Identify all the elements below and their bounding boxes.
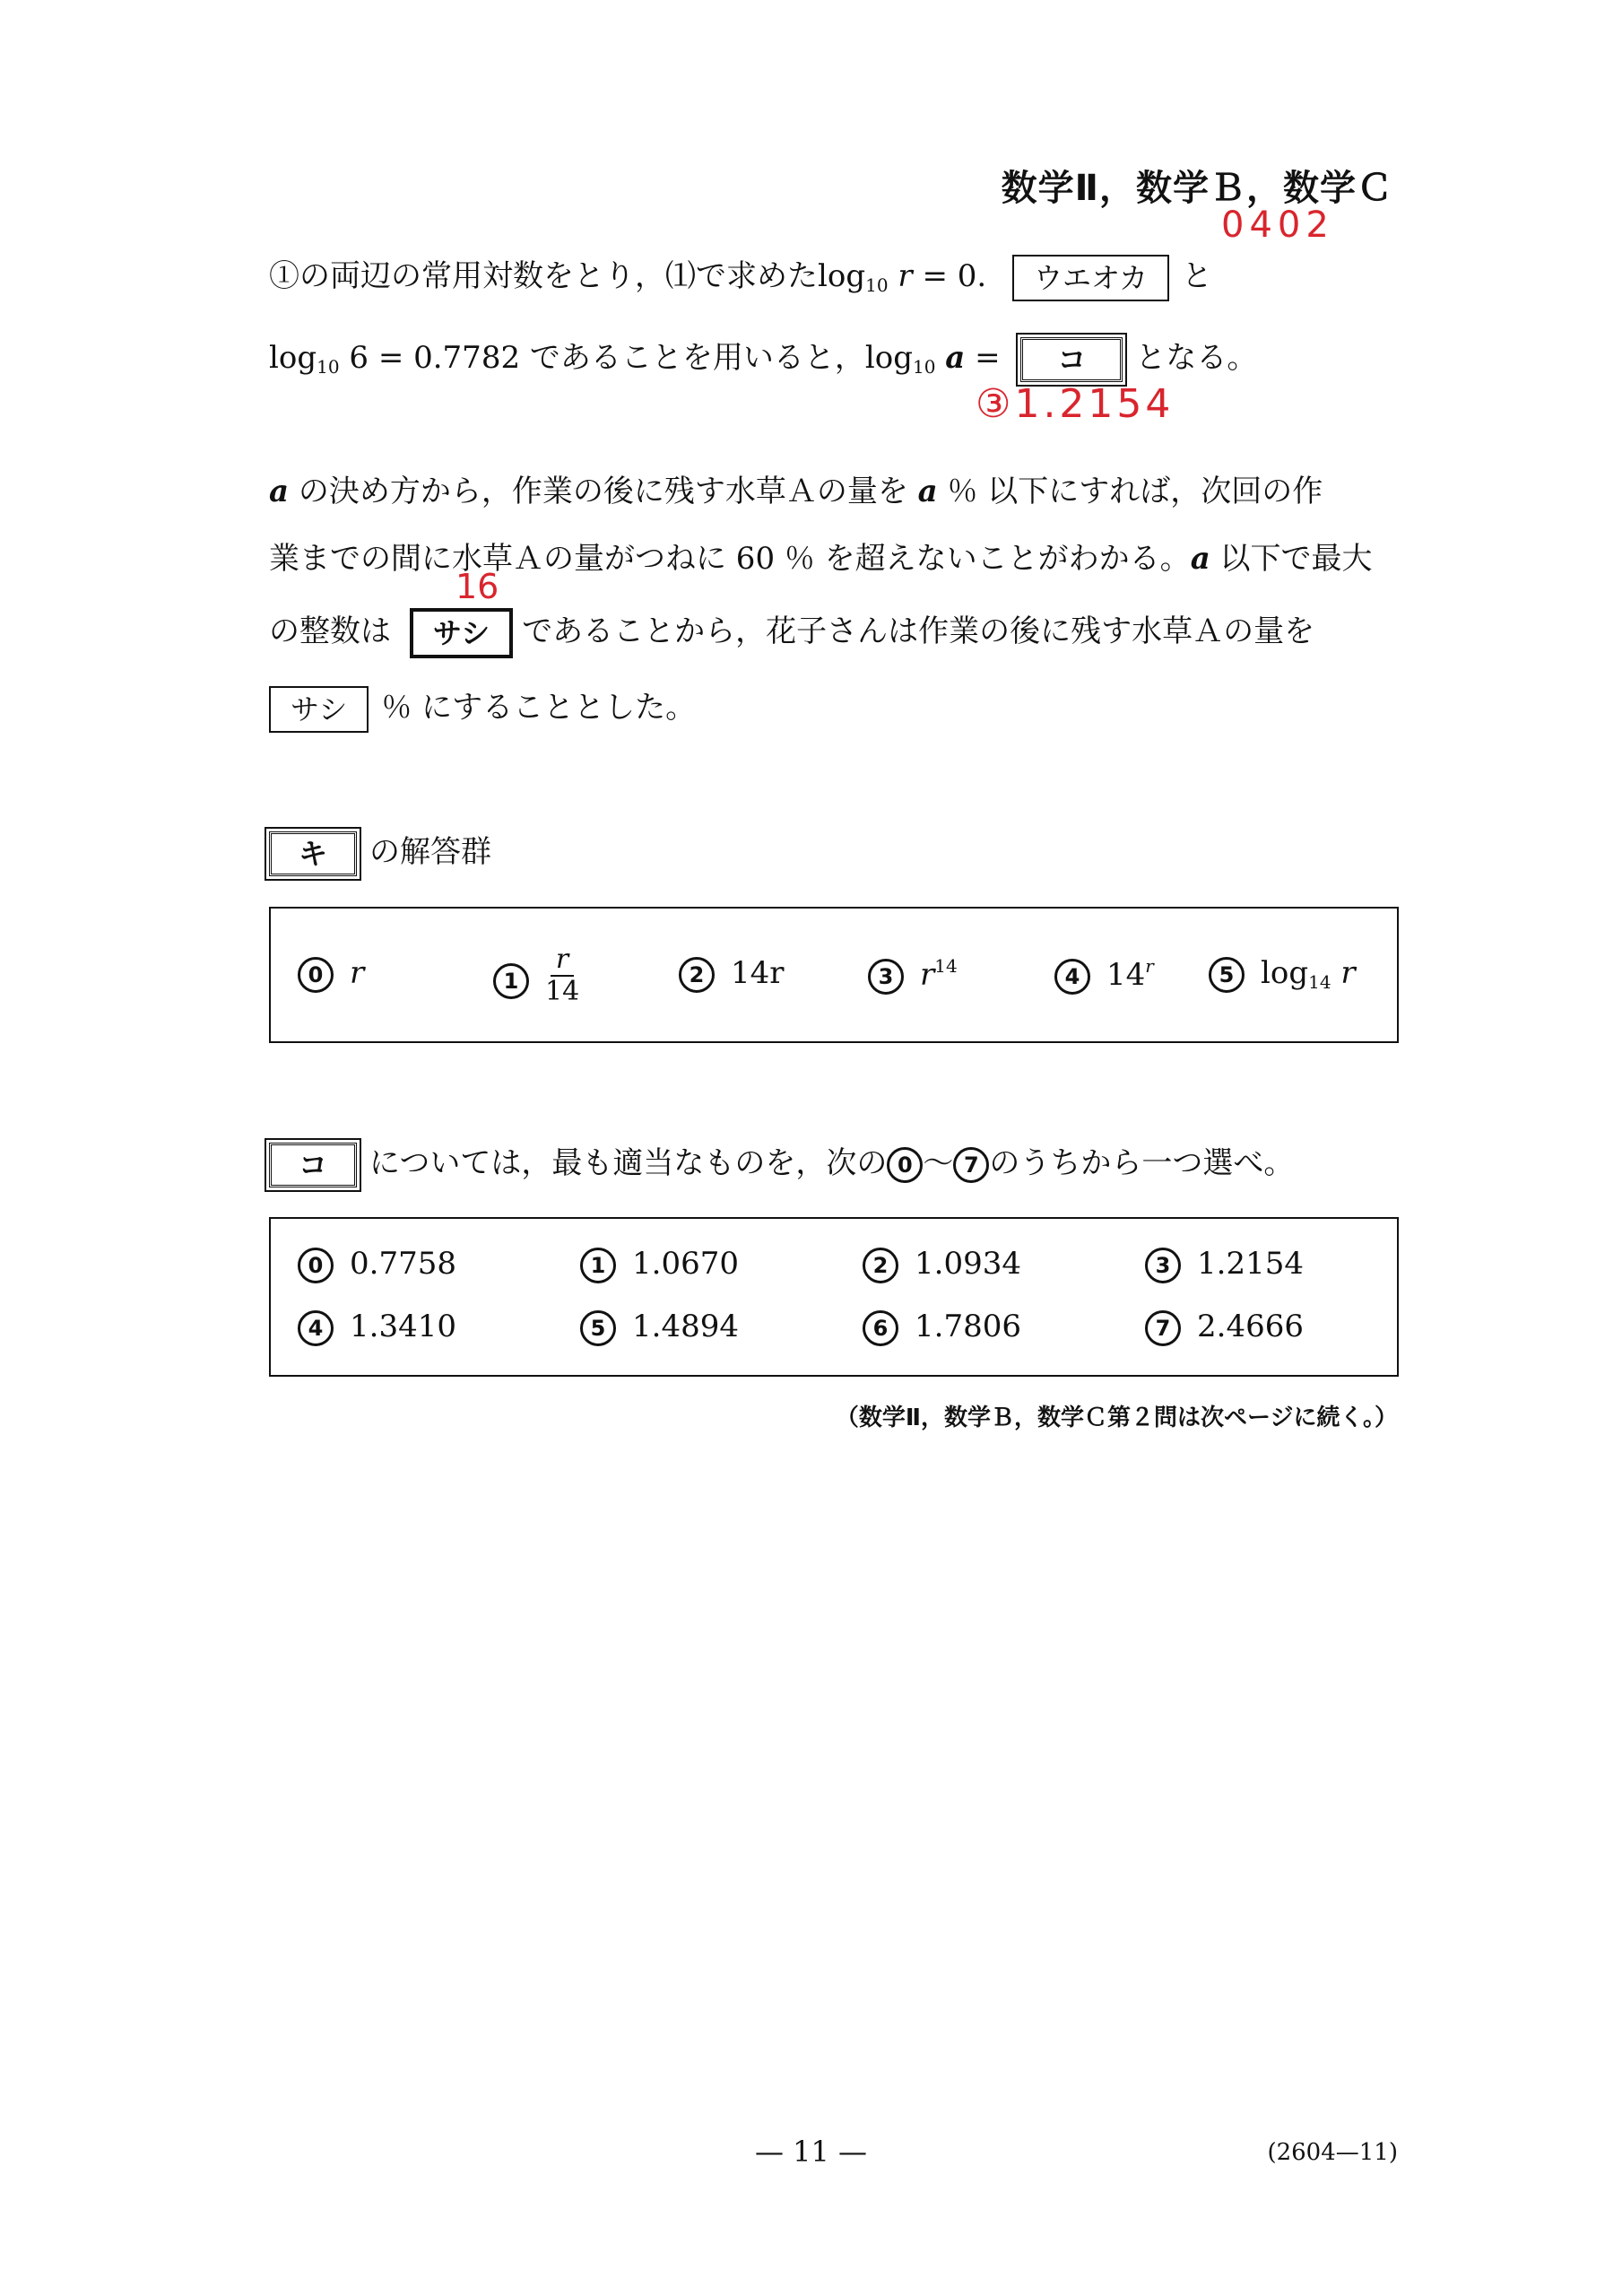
ki-choice-1[interactable]: [493, 944, 579, 1007]
eq-zero: = 0.: [912, 258, 987, 294]
ki-choice-4[interactable]: [1054, 955, 1154, 995]
answer-box-ko-2[interactable]: コ: [269, 1143, 357, 1187]
handwritten-answer-ko: ③1.2154: [976, 381, 1175, 427]
ko-choice-0-value: 0.7758: [350, 1246, 456, 1282]
ko-choice-2-value: 1.0934: [915, 1246, 1021, 1282]
ki-choice-frame: [269, 907, 1399, 1043]
ko-choice-7[interactable]: [1145, 1309, 1304, 1346]
choice-number-3: 3: [868, 959, 904, 995]
answer-box-ueoka[interactable]: ウエオカ: [1012, 255, 1169, 301]
choice-number-5: 5: [1209, 957, 1245, 993]
ki-choice-0[interactable]: [298, 955, 364, 993]
fraction-numerator: r: [551, 944, 574, 977]
log-text: log: [818, 258, 866, 294]
para2-line2: [269, 536, 1373, 581]
tilde: ～: [923, 1145, 954, 1181]
handwritten-answer-ueoka: 0402: [1221, 204, 1334, 246]
page-number: — 11 —: [754, 2135, 868, 2169]
ko-choice-5-value: 1.4894: [632, 1309, 739, 1344]
ki-choice-3-sup: 14: [934, 955, 958, 977]
para2-line4: [269, 685, 696, 733]
ko-choice-frame: [269, 1217, 1399, 1377]
choice-number-1: 1: [493, 963, 529, 999]
choice-number-4: 4: [298, 1310, 334, 1346]
choice-number-0: 0: [298, 1248, 334, 1283]
choice-number-7: 7: [1145, 1310, 1181, 1346]
para2-line2-text: 業までの間に水草Ａの量がつねに 60 ％ を超えないことがわかる。: [269, 541, 1191, 577]
ki-choice-5-sub: 14: [1308, 971, 1331, 993]
ko-choice-4[interactable]: [298, 1309, 456, 1346]
ko-group-label: [269, 1141, 1294, 1187]
to-text: と: [1182, 258, 1213, 294]
eq-sign: =: [965, 340, 1010, 376]
log-text-2: log: [269, 340, 317, 376]
para2-line1: [269, 469, 1323, 514]
var-a-4: a: [1190, 541, 1210, 577]
choice-number-3: 3: [1145, 1248, 1181, 1283]
ko-choice-2[interactable]: [863, 1246, 1021, 1283]
answer-box-ko[interactable]: コ: [1020, 337, 1123, 382]
var-a: a: [945, 340, 966, 376]
var-r: r: [898, 258, 913, 294]
para2-line1-text: の決め方から，作業の後に残す水草Ａの量を: [298, 474, 908, 509]
var-a-2: a: [269, 474, 290, 509]
choice-number-2: 2: [863, 1248, 898, 1283]
ko-group-label-text-b: のうちから一つ選べ。: [989, 1145, 1295, 1181]
range-end-number: 7: [953, 1147, 989, 1183]
ki-group-label-text: の解答群: [369, 834, 492, 870]
para2-line3: [269, 608, 1314, 658]
ki-choice-0-text: r: [350, 955, 365, 991]
ko-choice-3-value: 1.2154: [1197, 1246, 1304, 1282]
ki-choice-5-tail: r: [1340, 955, 1356, 991]
ko-choice-7-value: 2.4666: [1197, 1309, 1304, 1344]
para2-line3-text-b: であることから，花子さんは作業の後に残す水草Ａの量を: [522, 613, 1315, 649]
ki-choice-3-text: r: [920, 957, 935, 993]
ki-choice-3[interactable]: [868, 955, 958, 995]
handwritten-answer-sashi: 16: [455, 567, 499, 606]
choice-number-4: 4: [1054, 959, 1090, 995]
ki-choice-4-sup: r: [1145, 955, 1154, 977]
para1-text-c: となる。: [1135, 340, 1258, 376]
continued-note: （数学Ⅱ，数学Ｂ，数学Ｃ第２問は次ページに続く。）: [835, 1405, 1398, 1431]
ko-choice-6-value: 1.7806: [915, 1309, 1021, 1344]
page-code: (2604—11): [1267, 2139, 1398, 2166]
log-base-3: 10: [913, 356, 936, 378]
ko-group-label-text-a: については，最も適当なものを，次の: [369, 1145, 888, 1181]
para2-line1-text-b: ％ 以下にすれば，次回の作: [947, 474, 1323, 509]
log-base: 10: [865, 274, 889, 296]
ko-choice-0[interactable]: [298, 1246, 456, 1283]
para1-line1: [269, 254, 1212, 308]
var-a-3: a: [917, 474, 938, 509]
ki-choice-5-text: log: [1261, 955, 1309, 991]
ko-choice-1[interactable]: [580, 1246, 739, 1283]
ki-choice-2[interactable]: [679, 955, 785, 993]
fraction-denominator: 14: [545, 976, 580, 1007]
answer-box-sashi-2[interactable]: サシ: [269, 686, 369, 733]
para2-line3-text-a: の整数は: [269, 613, 391, 649]
range-start-number: 0: [887, 1147, 923, 1183]
answer-box-sashi[interactable]: サシ: [410, 608, 513, 658]
ki-choice-5[interactable]: [1209, 955, 1356, 993]
choice-number-2: 2: [679, 957, 715, 993]
choice-number-1: 1: [580, 1248, 616, 1283]
para1-text-a: ①の両辺の常用対数をとり，⑴で求めた: [269, 258, 818, 294]
choice-number-6: 6: [863, 1310, 898, 1346]
ki-choice-4-text: 14: [1106, 957, 1146, 993]
ko-choice-5[interactable]: [580, 1309, 739, 1346]
ki-choice-2-text: 14r: [731, 955, 785, 991]
choice-number-0: 0: [298, 957, 334, 993]
fraction: [545, 944, 579, 1007]
para2-line2-text-b: 以下で最大: [1219, 541, 1373, 577]
ko-choice-1-value: 1.0670: [632, 1246, 739, 1282]
log-base-2: 10: [317, 356, 340, 378]
ki-group-label: [269, 830, 491, 876]
para2-line4-text: ％ にすることとした。: [381, 690, 697, 726]
subject-header: 数学Ⅱ，数学Ｂ，数学Ｃ: [1001, 168, 1393, 209]
answer-box-ki[interactable]: キ: [269, 831, 357, 876]
para1-text-b: 6 = 0.7782 であることを用いると，: [349, 340, 865, 376]
ko-choice-4-value: 1.3410: [350, 1309, 456, 1344]
choice-number-5: 5: [580, 1310, 616, 1346]
log-text-3: log: [864, 340, 913, 376]
ko-choice-6[interactable]: [863, 1309, 1021, 1346]
ko-choice-3[interactable]: [1145, 1246, 1304, 1283]
